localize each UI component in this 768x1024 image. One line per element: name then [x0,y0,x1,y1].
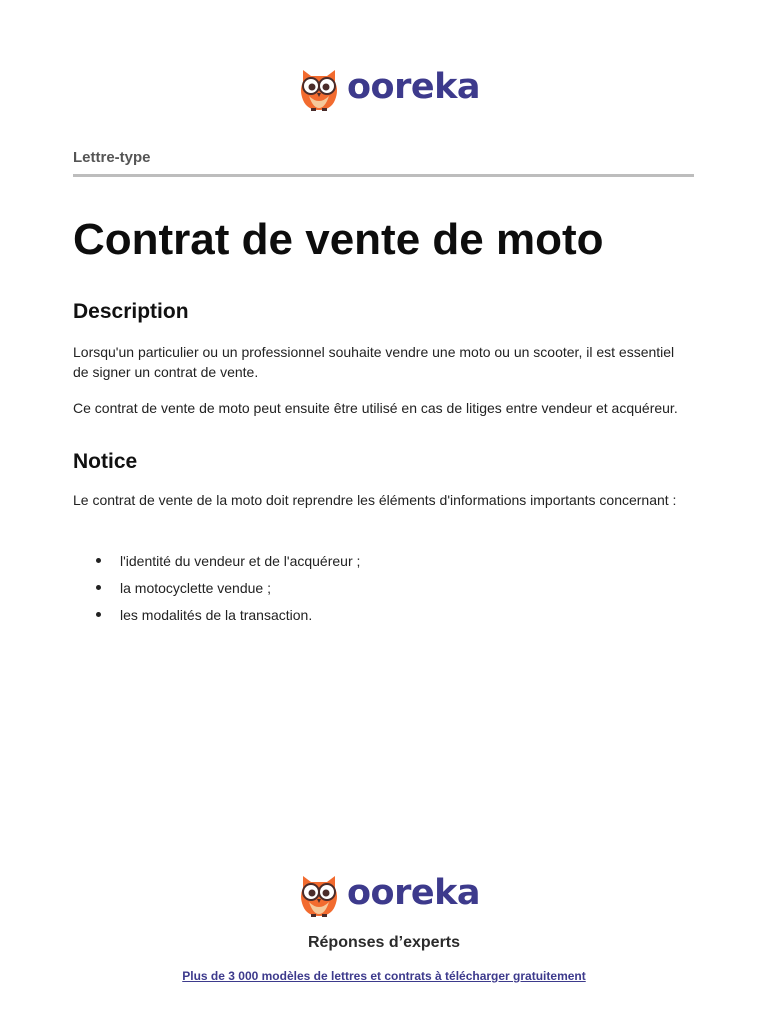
header-logo [297,66,480,112]
notice-intro: Le contrat de vente de la moto doit reprendre les éléments d'informations importants concernant : [73,492,677,508]
footer-tagline: Réponses d’experts [307,934,461,951]
description-paragraph-1: Lorsqu'un particulier ou un professionnel souhaite vendre une moto ou un scooter, il est essentiel de signer un contrat de vente. [73,344,675,380]
description-heading: Description [73,300,189,323]
list-item-text: les modalités de la transaction. [120,606,313,623]
brand-wordmark: ooreka [347,872,480,913]
templates-download-link[interactable]: Plus de 3 000 modèles de lettres et contrats à télécharger gratuitement [182,969,586,983]
document-type-label: Lettre-type [73,149,151,166]
list-item [73,601,360,628]
header-divider [73,174,694,177]
description-paragraph-2: Ce contrat de vente de moto peut ensuite être utilisé en cas de litiges entre vendeur et acquéreur. [73,400,678,416]
list-item [73,574,360,601]
list-item-text: l'identité du vendeur et de l'acquéreur ; [120,552,361,569]
bullet-icon [96,585,101,590]
bullet-icon [96,558,101,563]
owl-logo-icon [297,66,341,112]
list-item [73,547,360,574]
brand-wordmark: ooreka [347,66,480,107]
footer-logo [297,872,480,918]
document-title: Contrat de vente de moto [73,215,604,264]
notice-heading: Notice [73,450,138,473]
bullet-icon [96,612,101,617]
owl-logo-icon [297,872,341,918]
list-item-text: la motocyclette vendue ; [120,579,271,596]
notice-list [73,547,360,628]
